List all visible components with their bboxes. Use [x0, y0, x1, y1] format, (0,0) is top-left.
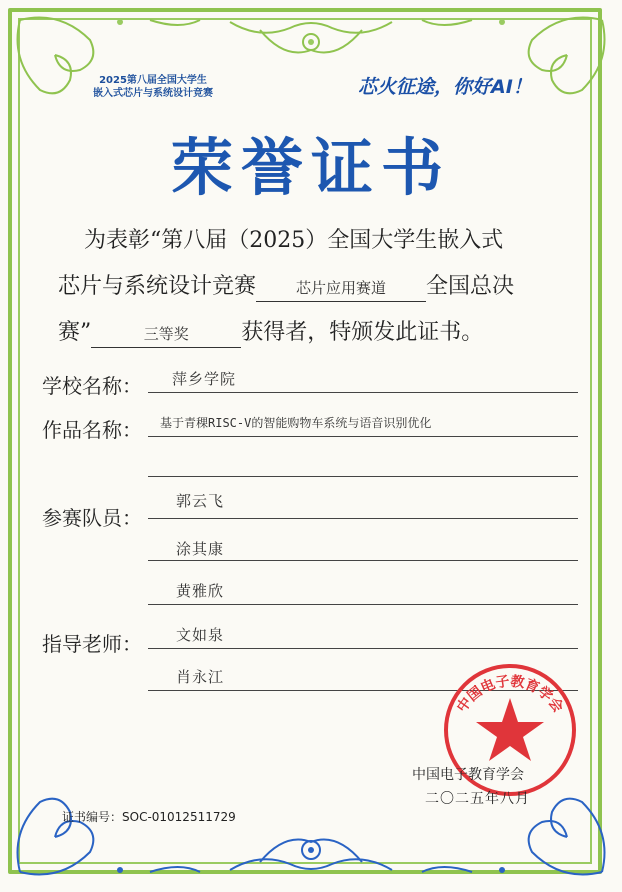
competition-title-line1: 2025第八届全国大学生	[99, 75, 207, 86]
statement-line3-prefix: 赛”	[58, 320, 92, 345]
competition-title	[68, 74, 238, 100]
certificate-number: 证书编号：SOC-01012511729	[62, 810, 236, 824]
statement-line3-suffix: 获得者，特颁发此证书。	[241, 320, 484, 345]
member-name: 涂其康	[176, 540, 225, 558]
member-name: 郭云飞	[176, 492, 225, 510]
school-underline	[148, 392, 578, 393]
statement-line2-suffix: 全国总决	[426, 274, 515, 299]
competition-title-line2: 嵌入式芯片与系统设计竞赛	[93, 88, 213, 99]
school-label: 学校名称：	[42, 374, 142, 398]
slogan: 芯火征途，你好AI！	[358, 76, 532, 98]
work-value: 基于青稞RISC-V的智能购物车系统与语音识别优化	[160, 416, 432, 430]
certificate-title: 荣誉证书	[170, 131, 451, 204]
award-level: 三等奖	[91, 321, 241, 348]
statement-line2	[58, 264, 578, 310]
advisors-label: 指导老师：	[42, 632, 142, 656]
member-underline-1	[148, 518, 578, 519]
member-underline-3	[148, 604, 578, 605]
issuer-name: 中国电子教育学会	[412, 767, 524, 783]
work-label: 作品名称：	[42, 418, 142, 442]
top-ornament	[0, 0, 622, 130]
advisor-name: 肖永江	[176, 668, 225, 686]
statement-line3	[58, 310, 578, 356]
members-label: 参赛队员：	[42, 506, 142, 530]
advisor-underline-1	[148, 648, 578, 649]
school-value: 萍乡学院	[172, 370, 237, 388]
seal-text: 中国电子教育学会	[454, 673, 566, 716]
track-name: 芯片应用赛道	[256, 275, 426, 302]
issue-date: 二〇二五年八月	[425, 791, 530, 807]
advisor-name: 文如泉	[176, 626, 225, 644]
member-name: 黄雅欣	[176, 582, 225, 600]
statement-line1: 为表彰“第八届（2025）全国大学生嵌入式	[84, 228, 504, 253]
work-underline	[148, 436, 578, 437]
award-statement	[58, 218, 578, 356]
member-underline-2	[148, 560, 578, 561]
statement-line2-prefix: 芯片与系统设计竞赛	[58, 274, 257, 299]
work-underline-2	[148, 476, 578, 477]
